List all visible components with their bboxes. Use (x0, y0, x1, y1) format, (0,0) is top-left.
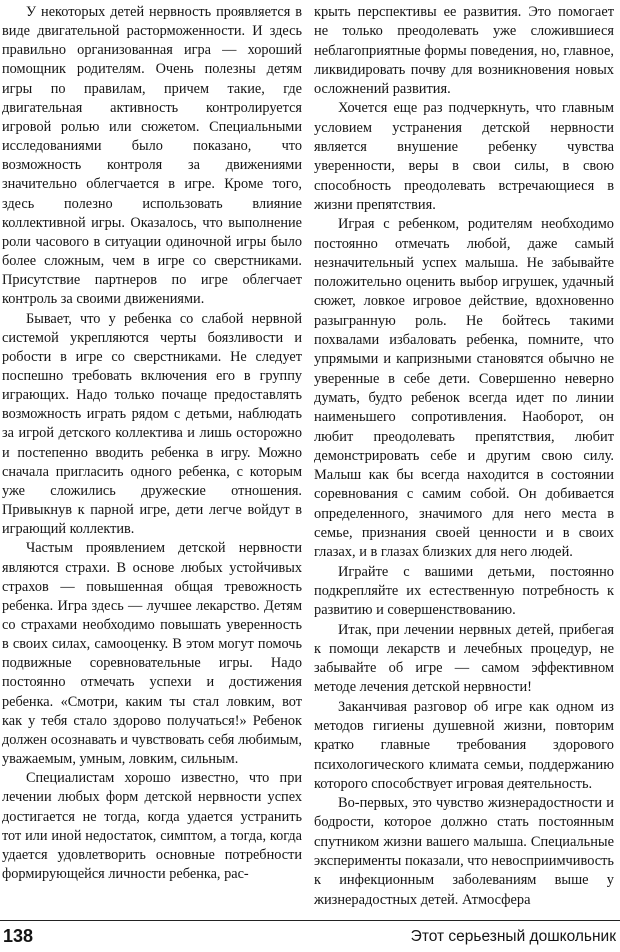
paragraph: Бывает, что у ребенка со слабой нервной системой укрепляются черты боязливости и робости в игре со сверстниками. Не следует поспешно требовать включения его в группу играющих. Надо только почаще предоставлять возможность играть рядом с детьми, наблюдать за игрой детского коллектива и лишь осторожно и постепенно вводить ребенка в игру. Можно сначала пригласить одного ребенка, с которым уже сложились дружеские отношения. Привыкнув к парной игре, дети легче войдут в играющий коллектив. (2, 310, 302, 538)
paragraph: Частым проявлением детской нервности являются страхи. В основе любых устойчивых страхов — повышенная общая тревожность ребенка. Игра здесь — лучшее лекарство. Детям со страхами необходимо повышать уверенность в своих силах, самооценку. В этом могут помочь подвижные соревновательные игры. Надо постоянно отмечать успехи и достижения ребенка. «Смотри, каким ты стал ловким, вот как у тебя стало здорово получаться!» Ребенок должен осознавать и чувствовать себя любимым, уважаемым, умным, ловким, сильным. (2, 540, 302, 768)
page-number: 138 (3, 926, 34, 946)
paragraph-continued: крыть перспективы ее развития. Это помогает не только преодолевать уже сложившиеся неблагоприятные формы поведения, но, главное, ликвидировать почву для возникновения новых осложнений развития. (314, 4, 614, 98)
left-column (2, 3, 302, 884)
page-footer (0, 920, 620, 951)
paragraph: Специалистам хорошо известно, что при лечении любых форм детской нервности успех достигается не тогда, когда удается устранить тот или иной недостаток, симптом, а тогда, когда удается удовлетворить основные потребности формирующейся личности ребенка, рас- (2, 770, 302, 883)
paragraph: Играйте с вашими детьми, постоянно подкрепляйте их естественную потребность к развитию и совершенствованию. (314, 563, 614, 619)
running-title: Этот серьезный дошкольник (410, 928, 616, 945)
right-column (314, 3, 614, 910)
paragraph: У некоторых детей нервность проявляется в виде двигательной расторможенности. И здесь правильно организованная игра — хороший помощник родителям. Очень полезны детям игры по правилам, причем такие, где двигательная активность контролируется игровой ролью или сюжетом. Специальными исследованиями было показано, что возможность контроля за движениями значительно облегчается в игре. Кроме того, здесь полезно использовать влияние коллективной игры. Оказалось, что выполнение роли часового в ситуации одиночной игры было более сложным, чем в игре со сверстниками. Присутствие партнеров по игре облегчает контроль за своими движениями. (2, 4, 302, 308)
paragraph: Играя с ребенком, родителям необходимо постоянно отмечать любой, даже самый незначительный успех малыша. Не забывайте положительно оценить выбор игрушек, удачный сюжет, ловкое игровое действие, вдохновенно разыгранную роль. Не бойтесь такими похвалами избаловать ребенка, помните, что упрямыми и капризными становятся обычно не уверенные в себе дети. Совершенно неверно думать, будто ребенок всегда идет по линии наименьшего сопротивления. Наоборот, он любит преодолевать препятствия, любит демонстрировать себе и другим свою силу. Малыш как бы всегда находится в состоянии соревнования с самим собой. Он добивается определенного, значимого для него места в семье, признания своей ценности и в своих глазах, и в глазах близких для него людей. (314, 216, 614, 561)
paragraph: Заканчивая разговор об игре как одном из методов гигиены душевной жизни, повторим кратко главные требования здорового психологического климата семьи, поддержанию которого способствует игровая деятельность. (314, 698, 614, 792)
paragraph: Хочется еще раз подчеркнуть, что главным условием устранения детской нервности является внушение ребенку чувства уверенности, веры в свои силы, в свою способность преодолевать встречающиеся в жизни препятствия. (314, 100, 614, 213)
paragraph: Во-первых, это чувство жизнерадостности и бодрости, которое должно стать постоянным спутником жизни вашего малыша. Специальные эксперименты показали, что невосприимчивость к инфекционным заболеваниям выше у жизнерадостных детей. Атмосфера (314, 795, 614, 908)
paragraph: Итак, при лечении нервных детей, прибегая к помощи лекарств и лечебных процедур, не забывайте об игре — самом эффективном методе лечения детской нервности! (314, 621, 614, 696)
